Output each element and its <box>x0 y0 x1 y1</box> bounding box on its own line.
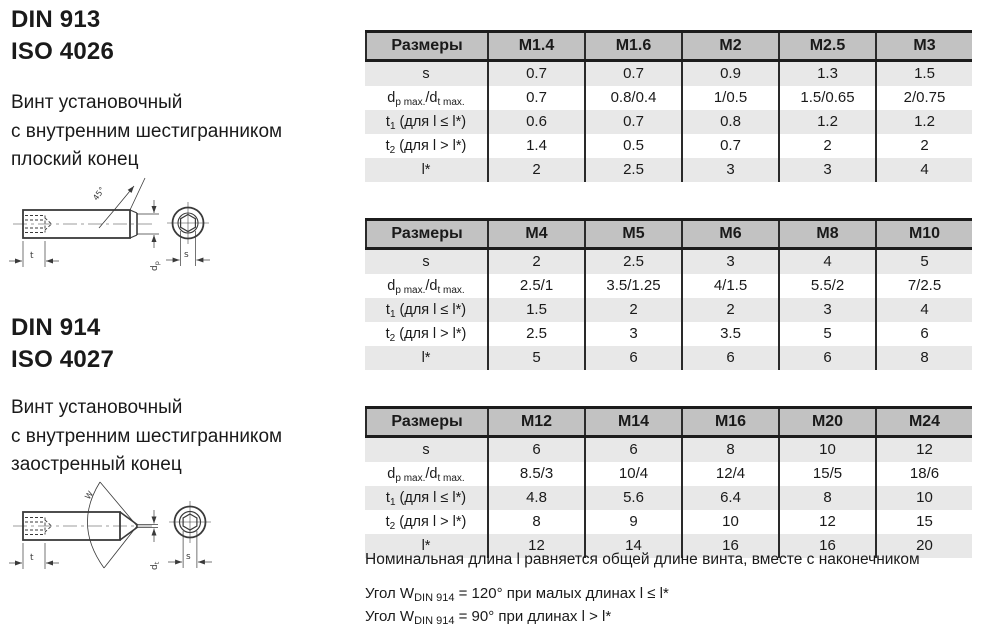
row-label: $d_{p max.}/d_{t max.}$ <box>387 278 465 296</box>
value-cell: 15 <box>875 510 972 534</box>
screw-side-view <box>9 178 210 267</box>
value-cell: 6 <box>778 346 875 370</box>
value-cell: 2 <box>584 298 681 322</box>
value-cell: 6.4 <box>681 486 778 510</box>
value-cell: 8 <box>487 510 584 534</box>
row-label: s <box>422 254 430 270</box>
value-cell: 1.2 <box>875 110 972 134</box>
angle-note-120 <box>365 585 669 602</box>
value-cell: 3.5 <box>681 322 778 346</box>
value-cell: 5.6 <box>584 486 681 510</box>
table-header-row <box>365 33 972 62</box>
column-header: M3 <box>875 33 972 59</box>
description-line: Винт установочный <box>11 397 183 418</box>
dimension-dp-label: $d_p$ <box>150 261 161 271</box>
value-cell: 1.2 <box>778 110 875 134</box>
table-header-row <box>365 409 972 438</box>
column-header: M16 <box>681 409 778 435</box>
table-row <box>365 322 972 346</box>
value-cell: 0.7 <box>584 110 681 134</box>
column-header: M6 <box>681 221 778 247</box>
tables-container <box>365 30 972 558</box>
column-header: M4 <box>487 221 584 247</box>
value-cell: 6 <box>584 438 681 462</box>
value-cell: 1.5 <box>487 298 584 322</box>
table-row <box>365 158 972 182</box>
value-cell: 0.7 <box>681 134 778 158</box>
t-dimension <box>9 241 59 267</box>
value-cell: 12/4 <box>681 462 778 486</box>
value-cell: 10 <box>875 486 972 510</box>
value-cell: 0.6 <box>487 110 584 134</box>
value-cell: 4 <box>778 250 875 274</box>
value-cell: 10 <box>681 510 778 534</box>
note-text: Угол W <box>365 585 415 602</box>
column-header: M20 <box>778 409 875 435</box>
description-line: заостренный конец <box>11 454 182 475</box>
column-header: M2 <box>681 33 778 59</box>
din913-standard-line: DIN 913 <box>11 6 101 33</box>
row-label: s <box>422 66 430 82</box>
value-cell: 2.5 <box>584 250 681 274</box>
value-cell: 6 <box>584 346 681 370</box>
row-label: $t_2$ (для l > l*) <box>385 326 467 344</box>
row-label: l* <box>421 538 431 554</box>
value-cell: 1.5/0.65 <box>778 86 875 110</box>
value-cell: 4 <box>875 298 972 322</box>
value-cell: 12 <box>875 438 972 462</box>
value-cell: 12 <box>778 510 875 534</box>
description-line: Винт установочный <box>11 92 183 113</box>
value-cell: 3.5/1.25 <box>584 274 681 298</box>
din914-heading <box>11 312 114 376</box>
value-cell: 4 <box>875 158 972 182</box>
value-cell: 10 <box>778 438 875 462</box>
dimensions-table-1 <box>365 30 972 182</box>
value-cell: 15/5 <box>778 462 875 486</box>
dimensions-table-2 <box>365 218 972 370</box>
iso4027-standard-line: ISO 4027 <box>11 346 115 373</box>
note-text: = 90° при длинах l > l* <box>454 608 612 625</box>
table-row <box>365 438 972 462</box>
value-cell: 2 <box>875 134 972 158</box>
column-header: M1.4 <box>487 33 584 59</box>
value-cell: 2 <box>778 134 875 158</box>
dimensions-table-3 <box>365 406 972 558</box>
row-label: $t_2$ (для l > l*) <box>385 138 467 156</box>
dimension-t-label: t <box>30 553 34 563</box>
value-cell: 8.5/3 <box>487 462 584 486</box>
value-cell: 3 <box>778 298 875 322</box>
value-cell: 0.7 <box>584 62 681 86</box>
value-cell: 3 <box>778 158 875 182</box>
iso4026-standard-line: ISO 4026 <box>11 38 115 65</box>
value-cell: 5 <box>487 346 584 370</box>
note-text: = 120° при малых длинах l ≤ l* <box>454 585 669 602</box>
table-row <box>365 346 972 370</box>
value-cell: 8 <box>875 346 972 370</box>
value-cell: 3 <box>584 322 681 346</box>
value-cell: 0.5 <box>584 134 681 158</box>
flat-point-screw-drawing <box>5 165 240 290</box>
dimension-s-label: s <box>184 250 189 260</box>
column-header: M2.5 <box>778 33 875 59</box>
table-row <box>365 486 972 510</box>
value-cell: 2/0.75 <box>875 86 972 110</box>
description-line: плоский конец <box>11 149 139 170</box>
value-cell: 9 <box>584 510 681 534</box>
value-cell: 5.5/2 <box>778 274 875 298</box>
column-header: M10 <box>875 221 972 247</box>
screw-end-view <box>167 202 209 244</box>
screw-side-view <box>9 482 212 569</box>
value-cell: 2 <box>487 158 584 182</box>
value-cell: 12 <box>487 534 584 558</box>
description-line: с внутренним шестигранником <box>11 120 283 142</box>
value-cell: 8 <box>778 486 875 510</box>
column-header: M14 <box>584 409 681 435</box>
dimension-dt-label: $d_t$ <box>150 561 161 570</box>
value-cell: 10/4 <box>584 462 681 486</box>
table-row <box>365 110 972 134</box>
table-row <box>365 510 972 534</box>
value-cell: 2 <box>681 298 778 322</box>
table-corner-header: Размеры <box>365 221 487 247</box>
table-header-row <box>365 221 972 250</box>
table-row <box>365 250 972 274</box>
column-header: M5 <box>584 221 681 247</box>
value-cell: 4.8 <box>487 486 584 510</box>
din913-description <box>11 89 282 175</box>
value-cell: 1.4 <box>487 134 584 158</box>
chamfer-angle-callout <box>99 178 145 228</box>
value-cell: 1.5 <box>875 62 972 86</box>
value-cell: 0.8/0.4 <box>584 86 681 110</box>
value-cell: 8 <box>681 438 778 462</box>
note-subscript: DIN 914 <box>414 592 455 604</box>
row-label: $d_{p max.}/d_{t max.}$ <box>387 466 465 484</box>
table-corner-header: Размеры <box>365 409 487 435</box>
value-cell: 0.8 <box>681 110 778 134</box>
angle-45-label: 45° <box>91 185 107 203</box>
description-line: с внутренним шестигранником <box>11 425 283 447</box>
value-cell: 1/0.5 <box>681 86 778 110</box>
row-label: l* <box>421 350 431 366</box>
row-label: $d_{p max.}/d_{t max.}$ <box>387 90 465 108</box>
row-label: $t_2$ (для l > l*) <box>385 514 467 532</box>
column-header: M8 <box>778 221 875 247</box>
value-cell: 2.5/1 <box>487 274 584 298</box>
table-row <box>365 462 972 486</box>
value-cell: 18/6 <box>875 462 972 486</box>
length-note: Номинальная длина l равняется общей длине винта, вместе с наконечником <box>365 551 920 568</box>
value-cell: 7/2.5 <box>875 274 972 298</box>
screw-end-view <box>169 501 211 543</box>
value-cell: 6 <box>875 322 972 346</box>
dimension-t-label: t <box>30 251 34 261</box>
value-cell: 3 <box>681 250 778 274</box>
value-cell: 0.7 <box>487 86 584 110</box>
table-corner-header: Размеры <box>365 33 487 59</box>
value-cell: 16 <box>681 534 778 558</box>
row-label: $t_1$ (для l ≤ l*) <box>385 302 467 320</box>
row-label: l* <box>421 162 431 178</box>
table-row <box>365 134 972 158</box>
note-text: Угол W <box>365 608 415 625</box>
value-cell: 14 <box>584 534 681 558</box>
din913-heading <box>11 4 114 68</box>
value-cell: 5 <box>875 250 972 274</box>
value-cell: 3 <box>681 158 778 182</box>
row-label: s <box>422 442 430 458</box>
value-cell: 0.9 <box>681 62 778 86</box>
value-cell: 4/1.5 <box>681 274 778 298</box>
column-header: M12 <box>487 409 584 435</box>
value-cell: 16 <box>778 534 875 558</box>
table-row <box>365 62 972 86</box>
angle-note-90 <box>365 608 611 625</box>
value-cell: 0.7 <box>487 62 584 86</box>
row-label: $t_1$ (для l ≤ l*) <box>385 490 467 508</box>
value-cell: 20 <box>875 534 972 558</box>
table-row <box>365 298 972 322</box>
column-header: M1.6 <box>584 33 681 59</box>
din914-standard-line: DIN 914 <box>11 314 101 341</box>
value-cell: 2.5 <box>584 158 681 182</box>
dimension-s-label: s <box>186 552 191 562</box>
table-row <box>365 86 972 110</box>
value-cell: 6 <box>487 438 584 462</box>
note-subscript: DIN 914 <box>414 615 455 627</box>
angle-w-label: W <box>83 489 96 502</box>
value-cell: 2 <box>487 250 584 274</box>
value-cell: 1.3 <box>778 62 875 86</box>
value-cell: 5 <box>778 322 875 346</box>
t-dimension <box>9 543 59 569</box>
value-cell: 6 <box>681 346 778 370</box>
row-label: $t_1$ (для l ≤ l*) <box>385 114 467 132</box>
cone-point-screw-drawing <box>5 462 240 597</box>
table-row <box>365 274 972 298</box>
column-header: M24 <box>875 409 972 435</box>
value-cell: 2.5 <box>487 322 584 346</box>
